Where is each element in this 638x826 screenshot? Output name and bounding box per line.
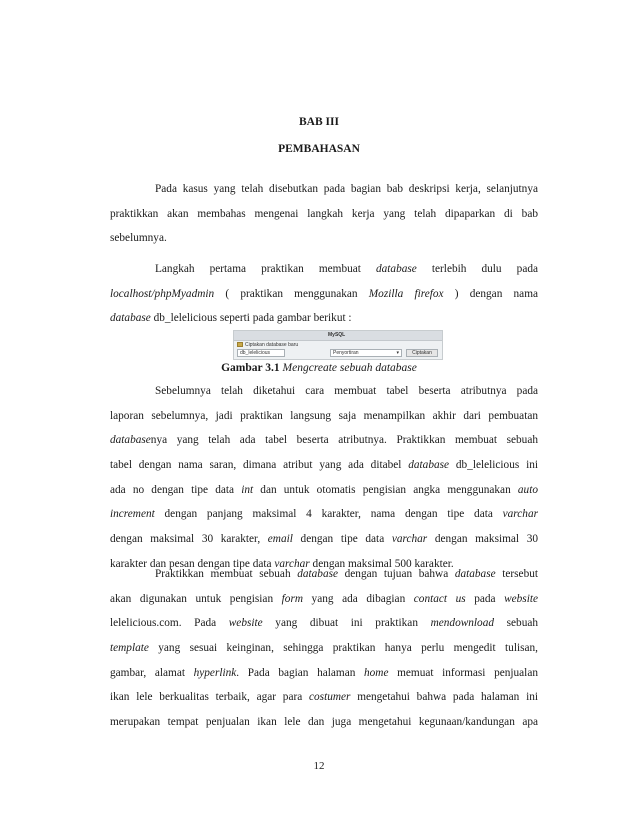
chapter-number: BAB III	[299, 116, 339, 128]
text-line: praktikkan akan membahas mengenai langkah kerja yang telah dipaparkan di bab	[110, 207, 538, 220]
collation-select-value: Penyortiran	[333, 350, 359, 356]
figure-caption	[0, 362, 638, 374]
text-line: database db_lelelicious seperti pada gambar berikut :	[110, 312, 352, 325]
text-line: akan digunakan untuk pengisian form yang ada dibagian contact us pada website	[110, 592, 538, 605]
text-line: Praktikkan membuat sebuah database dengan tujuan bahwa database tersebut	[155, 568, 539, 580]
figure-caption-text: Mengcreate sebuah database	[282, 362, 417, 374]
create-database-label: Ciptakan database baru	[245, 342, 299, 348]
text-line: merupakan tempat penjualan ikan lele dan juga mengetahui kegunaan/kandungan apa	[110, 716, 538, 729]
text-line: ikan lele berkualitas terbaik, agar para costumer mengetahui bahwa pada halaman ini	[110, 691, 538, 704]
text-line: sebelumnya.	[110, 232, 167, 245]
text-line: template yang sesuai keinginan, sehingga praktikan hanya perlu mengedit tulisan,	[110, 642, 538, 655]
page-number: 12	[313, 760, 325, 772]
text-line: localhost/phpMyadmin ( praktikan menggunakan Mozilla firefox ) dengan nama	[110, 287, 539, 300]
database-name-input[interactable]: db_lelelicious	[237, 349, 285, 357]
text-line: Sebelumnya telah diketahui cara membuat tabel beserta atributnya pada	[155, 385, 538, 397]
phpmyadmin-create-database-screenshot	[233, 330, 443, 360]
text-line: ada no dengan tipe data int dan untuk otomatis pengisian angka menggunakan auto	[110, 483, 538, 496]
chapter-title: PEMBAHASAN	[278, 143, 360, 155]
text-line: lelelicious.com. Pada website yang dibuat ini praktikan mendownload sebuah	[110, 617, 539, 630]
mysql-brand-label: MySQL	[328, 332, 346, 338]
text-line: tabel dengan nama saran, dimana atribut yang ada ditabel database db_lelelicious ini	[110, 459, 538, 472]
figure-caption-label: Gambar 3.1	[221, 362, 280, 374]
database-icon	[237, 342, 243, 347]
text-line: karakter dan pesan dengan tipe data varchar dengan maksimal 500 karakter.	[110, 557, 454, 570]
text-line: increment dengan panjang maksimal 4 karakter, nama dengan tipe data varchar	[110, 508, 538, 521]
text-line: gambar, alamat hyperlink. Pada bagian halaman home memuat informasi penjualan	[110, 666, 538, 679]
create-button[interactable]: Ciptakan	[406, 349, 438, 357]
text-line: dengan maksimal 30 karakter, email dengan tipe data varchar dengan maksimal 30	[110, 533, 538, 546]
text-line: Langkah pertama praktikan membuat database terlebih dulu pada	[155, 263, 538, 275]
chevron-down-icon: ▾	[396, 350, 399, 356]
text-line: databasenya yang telah ada tabel beserta atributnya. Praktikkan membuat sebuah	[110, 434, 538, 447]
paragraph-1	[110, 177, 538, 251]
paragraph-3	[110, 379, 538, 577]
mysql-header-bar	[234, 331, 442, 341]
collation-select[interactable]	[330, 349, 402, 357]
paragraph-2	[110, 257, 538, 331]
paragraph-4	[110, 562, 538, 735]
text-line: Pada kasus yang telah disebutkan pada bagian bab deskripsi kerja, selanjutnya	[155, 183, 538, 195]
text-line: laporan sebelumnya, jadi praktikan langsung saja menampilkan akhir dari pembuatan	[110, 409, 538, 422]
